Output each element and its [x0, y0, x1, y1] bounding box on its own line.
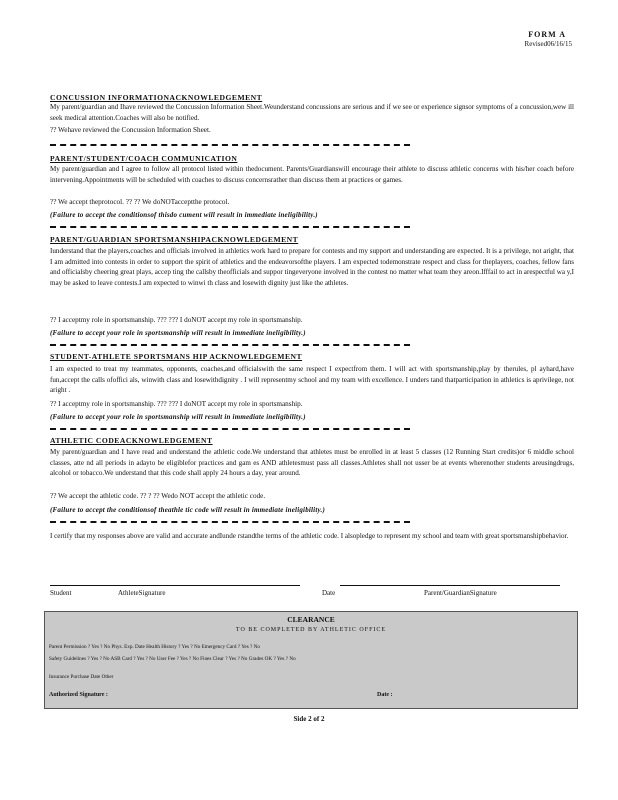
parent-signature-line[interactable] [340, 585, 560, 586]
section-divider [50, 428, 410, 430]
section-options-communication[interactable]: ?? We accept theprotocol. ?? ?? We doNOTacceptthe protocol. [50, 198, 230, 206]
section-warning-student-sportsmanship: (Failure to accept your role in sportsmanship will result in immediate ineligibility.) [50, 413, 306, 421]
section-title-concussion: CONCUSSION INFORMATIONACKNOWLEDGEMENT [50, 93, 263, 102]
section-title-parent-sportsmanship: PARENT/GUARDIAN SPORTSMANSHIPACKNOWLEDGEMENT [50, 235, 299, 244]
parent-signature-label: Parent/GuardianSignature [424, 589, 497, 597]
section-warning-athletic-code: (Failure to accept the conditionsof theathle tic code will result in immediate ineligibility.) [50, 506, 326, 514]
section-body-athletic-code: My parent/guardian and I have read and understand the athletic code.We understand that athletes must be enrolled in at least 5 classes (12 Running Start credits)or 6 middle school classes, atte nd all periods in adayto be eligiblefor practices and gam es AND athletesmust pass all classes.Athletes shall not usser be at events wherenother students areusingdrugs, alcohol or tobacco.We understand that this code shall apply 24 hours a day, year around. [50, 448, 574, 478]
section-divider [50, 226, 410, 228]
clearance-title: CLEARANCE [287, 615, 335, 624]
section-options-parent-sportsmanship[interactable]: ?? I acceptmy role in sportsmanship. ??? ??? I doNOT accept my role in sportsmanship. [50, 316, 303, 324]
authorized-signature-label: Authorized Signature : [49, 692, 108, 698]
clearance-subtitle: TO BE COMPLETED BY ATHLETIC OFFICE [235, 627, 387, 633]
revised-date: Revised06/16/15 [524, 40, 572, 48]
section-title-student-sportsmanship: STUDENT-ATHLETE SPORTSMANS HIP ACKNOWLEDGEMENT [50, 352, 303, 361]
clearance-row-2[interactable]: Safety Guidelines ? Yes ? No ASB Card ? Yes ? No User Fee ? Yes ? No Fines Clear ? Yes ? No Grades OK ? Yes ? No [49, 656, 296, 662]
section-options-athletic-code[interactable]: ?? We accept the athletic code. ?? ? ?? Wedo NOT accept the athletic code. [50, 492, 266, 500]
section-body-concussion: My parent/guardian and Ihave reviewed the Concussion Information Sheet.Weunderstand concussions are serious and if we see or experience signsor symptoms of a concussion,wew ill seek medical attention.Coaches will also be notified. [50, 103, 574, 122]
section-divider [50, 144, 410, 146]
clearance-box [44, 611, 578, 709]
athlete-signature-label: AthleteSignature [118, 589, 166, 597]
section-warning-communication: (Failure to accept the conditionsof thisdo cument will result in immediate ineligibility.) [50, 211, 318, 219]
form-label: FORM A [528, 30, 566, 39]
student-label: Student [50, 589, 72, 597]
section-body-student-sportsmanship: I am expected to treat my teammates, opponents, coaches,and officialswith the same respect I expectfrom them. I will act with sportsmanship,play by therules, pl ayhard,have fun,accept the calls ofoffici als, winwith class and losewithdignity . I will representmy school and my team with excellence. I unders tand thatparticipation in athletics is aprivilege, not aright . [50, 365, 574, 395]
section-divider [50, 521, 410, 523]
athlete-signature-line[interactable] [50, 585, 300, 586]
clearance-row-1[interactable]: Parent Permission ? Yes ? No Phys. Exp. Date Health History ? Yes ? No Emergency Card ? Yes ? No [49, 644, 260, 650]
page-footer: Side 2 of 2 [293, 715, 325, 723]
section-options-concussion[interactable]: ?? Wehave reviewed the Concussion Information Sheet. [50, 126, 211, 134]
section-warning-parent-sportsmanship: (Failure to accept your role in sportsmanship will result in immediate ineligibility.) [50, 329, 306, 337]
clearance-date-label: Date : [377, 692, 393, 698]
date-label: Date [322, 589, 336, 597]
section-divider [50, 344, 410, 346]
clearance-row-3[interactable]: Insurance Purchase Date Other [49, 674, 114, 680]
certify-statement: I certify that my responses above are valid and accurate andIunde rstandthe terms of the athletic code. I alsopledge to represent my school and team with great sportsmanshipbehavior. [50, 532, 569, 540]
section-title-communication: PARENT/STUDENT/COACH COMMUNICATION [50, 154, 238, 163]
section-body-communication: My parent/guardian and I agree to follow all protocol listed within thedocument. Parents/Guardianswill encourage their athlete to discuss athletic concerns with his/her coach before intervening.Appointments will be scheduled with coaches to discuss concernsrather than discuss them at practices or games. [50, 165, 574, 184]
section-title-athletic-code: ATHLETIC CODEACKNOWLEDGEMENT [50, 436, 213, 445]
section-body-parent-sportsmanship: Iunderstand that the players,coaches and officials involved in athletics work hard to prepare for contests and my support and understanding are expected. It is a privilege, not aright, that I am admitted into contests in order to support the spirit of athletics and the endeavorsofthe players. I am expected todemonstrate respect and class for theplayers, coaches, fellow fans and officialsby cheering great plays, accep ting the callsby theofficials and suppor tingeveryone involved in the contest no matter what team they areon.Ifffail to act in arespectful wa y,I may be asked to leave contests.I am expected to winwi th class and losewith dignity just like the athletes. [50, 247, 574, 287]
section-options-student-sportsmanship[interactable]: ?? I acceptmy role in sportsmanship. ??? ??? I doNOT accept my role in sportsmanship. [50, 400, 303, 408]
